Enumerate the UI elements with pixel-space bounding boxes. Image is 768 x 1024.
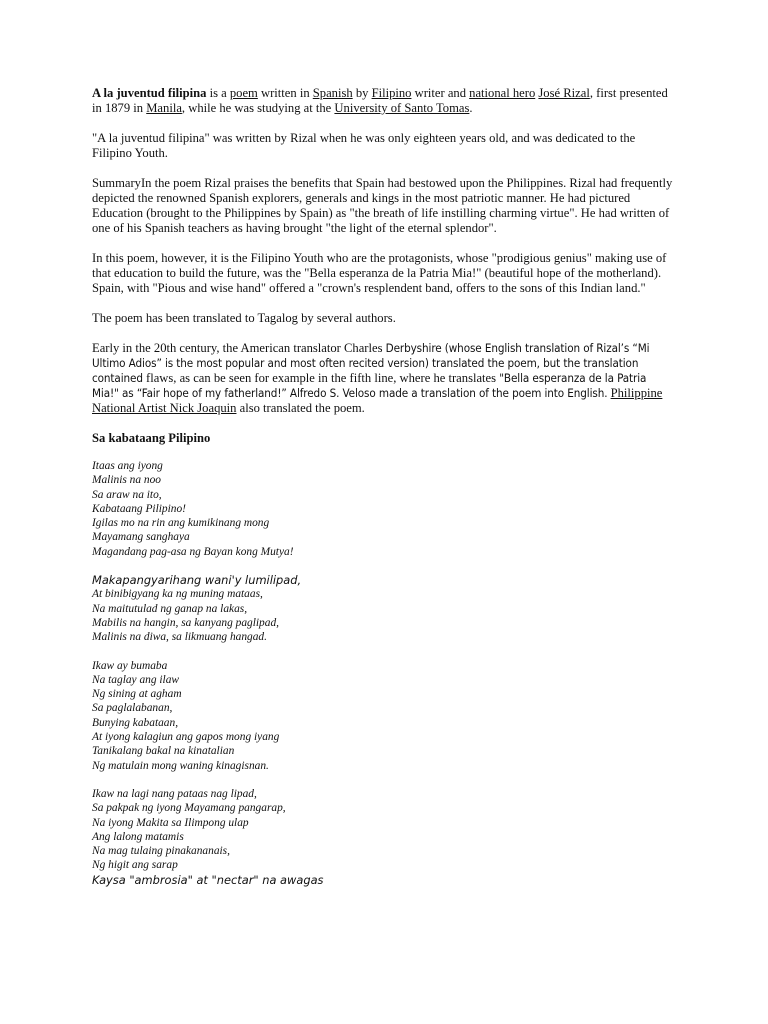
poem-line: Ang lalong matamis <box>92 830 184 843</box>
poem-line: Mayamang sanghaya <box>92 531 190 544</box>
spanish-link[interactable]: Spanish <box>312 86 353 100</box>
paragraph-summary: SummaryIn the poem Rizal praises the benefits that Spain had bestowed upon the Philippines. Rizal had frequently depicted the renowned Spanish explorers, generals and kings in the most patriotic manner. He had pictured Education (brought to the Philippines by Spain) as "the breath of life instilling charming virtue". He had written of one of his Spanish teachers as having brought "the light of the eternal splendor". <box>92 176 673 235</box>
poem-line: Sa pakpak ng iyong Mayamang pangarap, <box>92 802 286 815</box>
poem-stanza-1 <box>92 459 674 559</box>
tagalog-heading: Sa kabataang Pilipino <box>92 431 211 445</box>
poem-line: Na mag tulaing pinakananais, <box>92 845 230 858</box>
poem-line: Sa araw na ito, <box>92 488 162 501</box>
poem-line: At iyong kalagiun ang gapos mong iyang <box>92 731 280 744</box>
poem-line: Itaas ang iyong <box>92 460 163 472</box>
poem-line: Ng sining at agham <box>92 688 182 701</box>
paragraph-protagonists: In this poem, however, it is the Filipino Youth who are the protagonists, whose "prodigious genius" making use of that education to build the future, was the "Bella esperanza de la Patria Mia!" (beautiful hope of the motherland). Spain, with "Pious and wise hand" offered a "crown's resplendent band, offers to the sons of this Indian land." <box>92 251 667 295</box>
poem-line: Sa paglalabanan, <box>92 702 173 715</box>
poem-stanza-4 <box>92 787 674 887</box>
article-body <box>92 86 674 901</box>
poem-line: Malinis na diwa, sa likmuang hangad. <box>92 631 267 644</box>
poem-line: Malinis na noo <box>92 474 161 487</box>
poem-stanza-3 <box>92 659 674 773</box>
poem-line: Ikaw ay bumaba <box>92 659 168 672</box>
poem-line: Mabilis na hangin, sa kanyang paglipad, <box>92 616 279 629</box>
poem-line: Tanikalang bakal na kinatalian <box>92 745 235 758</box>
poem-line: Kabataang Pilipino! <box>92 502 186 515</box>
poem-line: Bunying kabataan, <box>92 716 179 729</box>
nick-joaquin-link[interactable]: Philippine National Artist Nick Joaquin <box>92 386 663 415</box>
poem-title: A la juventud filipina <box>92 86 207 100</box>
poem-line: Ng higit ang sarap <box>92 859 178 872</box>
national-hero-link[interactable]: national hero <box>469 86 536 100</box>
poem-line: Makapangyarihang wani'y lumilipad, <box>92 573 302 588</box>
paragraph-dedication: "A la juventud filipina" was written by Rizal when he was only eighteen years old, and was dedicated to the Filipino Youth. <box>92 131 636 160</box>
paragraph-translations: The poem has been translated to Tagalog by several authors. <box>92 311 396 325</box>
poem-line: Igilas mo na rin ang kumikinang mong <box>92 517 270 530</box>
poem-line: Na iyong Makita sa Ilimpong ulap <box>92 816 249 829</box>
jose-rizal-link[interactable]: José Rizal <box>538 86 590 100</box>
paragraph-derbyshire: Early in the 20th century, the American translator Charles Derbyshire (whose English translation of Rizal’s “Mi Ultimo Adios” is the most popular and most often recited version) translated the poem, but the translation contained flaws, as can be seen for example in the fifth line, where he translates "Bella esperanza de la Patria Mia!" as “Fair hope of my fatherland!” Alfredo S. Veloso made a translation of the poem into English. Philippine National Artist Nick Joaquin also translated the poem. <box>92 341 663 415</box>
manila-link[interactable]: Manila <box>146 101 182 115</box>
poem-line: Na taglay ang ilaw <box>92 673 180 686</box>
ust-link[interactable]: University of Santo Tomas <box>334 101 470 115</box>
poem-line: Magandang pag-asa ng Bayan kong Mutya! <box>92 545 294 558</box>
poem-stanza-2 <box>92 573 674 644</box>
poem-line: Na maitutulad ng ganap na lakas, <box>92 602 248 615</box>
intro-paragraph: A la juventud filipina is a poem written in Spanish by Filipino writer and national hero José Rizal, first presented in 1879 in Manila, while he was studying at the University of Santo Tomas. <box>92 86 668 115</box>
poem-line: At binibigyang ka ng muning mataas, <box>92 588 263 601</box>
poem-link[interactable]: poem <box>229 86 258 100</box>
filipino-link[interactable]: Filipino <box>371 86 412 100</box>
poem-line: Kaysa "ambrosia" at "nectar" na awagas <box>92 872 324 887</box>
poem-line: Ikaw na lagi nang pataas nag lipad, <box>92 787 257 800</box>
poem-line: Ng matulain mong waning kinagisnan. <box>92 759 269 772</box>
